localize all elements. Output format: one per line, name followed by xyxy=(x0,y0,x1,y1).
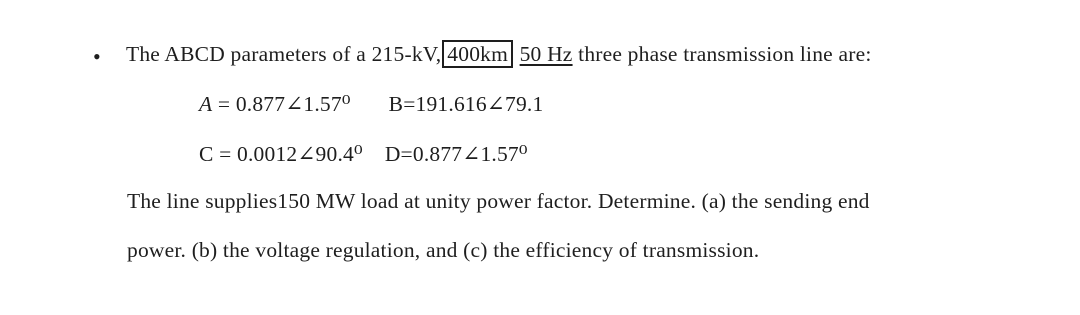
bullet-point: • xyxy=(93,44,101,69)
intro-prefix-text: The ABCD parameters of a 215-kV, xyxy=(126,42,442,66)
problem-intro-line xyxy=(126,42,872,67)
param-b: B=191.616∠79.1 xyxy=(388,92,544,116)
intro-suffix-text: three phase transmission line are: xyxy=(578,42,872,66)
param-d: D=0.877∠1.57⁰ xyxy=(384,142,528,166)
task-line-1: The line supplies150 MW load at unity power factor. Determine. (a) the sending end xyxy=(127,189,870,213)
param-c: C = 0.0012∠90.4⁰ xyxy=(199,142,363,166)
param-a-label: A xyxy=(199,92,213,116)
params-row-cd xyxy=(199,142,528,167)
frequency-underlined: 50 Hz xyxy=(519,42,573,66)
params-row-ab xyxy=(199,92,543,117)
line-length-boxed: 400km xyxy=(442,40,513,68)
task-line-2: power. (b) the voltage regulation, and (c) the efficiency of transmission. xyxy=(127,238,760,262)
param-a-value: = 0.877∠1.57⁰ xyxy=(217,92,351,116)
